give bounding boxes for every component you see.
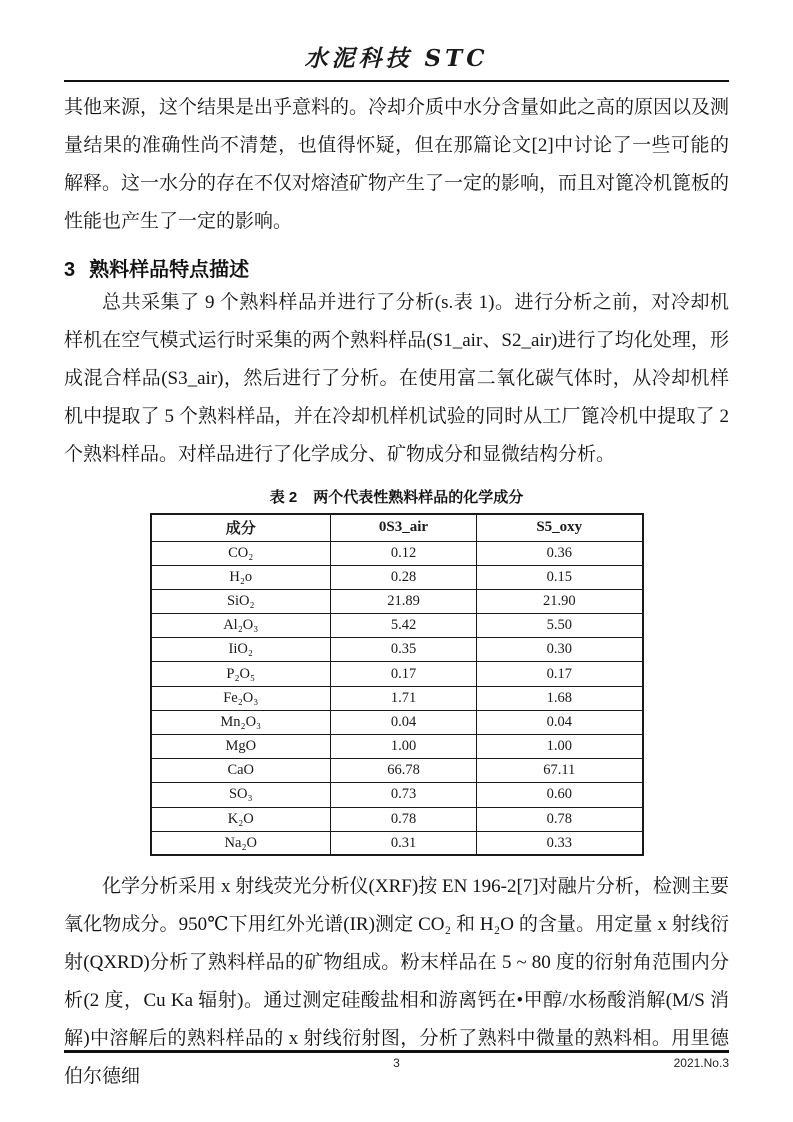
component-cell: Na₂O xyxy=(151,831,331,855)
value-cell: 0.78 xyxy=(477,807,643,831)
value-cell: 0.33 xyxy=(477,831,643,855)
section-heading xyxy=(64,253,729,282)
table-row xyxy=(151,783,643,807)
component-cell: K₂O xyxy=(151,807,331,831)
journal-title: 水泥科技 STC xyxy=(304,45,489,72)
value-cell: 67.11 xyxy=(477,759,643,783)
table-row xyxy=(151,686,643,710)
component-cell: P₂O₅ xyxy=(151,662,331,686)
chemical-composition-table xyxy=(150,513,644,856)
page-footer xyxy=(64,1050,729,1070)
value-cell: 0.15 xyxy=(477,565,643,589)
component-cell: SO₃ xyxy=(151,783,331,807)
page-number: 3 xyxy=(393,1056,400,1070)
table-caption xyxy=(64,486,729,507)
component-cell: Mn₂O₃ xyxy=(151,710,331,734)
table-row xyxy=(151,662,643,686)
value-cell: 5.42 xyxy=(331,614,477,638)
value-cell: 0.04 xyxy=(331,710,477,734)
value-cell: 0.30 xyxy=(477,638,643,662)
table-caption-title: 两个代表性熟料样品的化学成分 xyxy=(313,489,524,506)
section-title: 熟料样品特点描述 xyxy=(89,259,250,281)
value-cell: 0.28 xyxy=(331,565,477,589)
value-cell: 21.89 xyxy=(331,589,477,613)
component-cell: IiO₂ xyxy=(151,638,331,662)
header-component: 成分 xyxy=(151,514,331,541)
value-cell: 66.78 xyxy=(331,759,477,783)
section-number: 3 xyxy=(64,259,76,281)
table-row xyxy=(151,589,643,613)
table-header-row xyxy=(151,514,643,541)
component-cell: H₂o xyxy=(151,565,331,589)
table-row xyxy=(151,759,643,783)
footer-row xyxy=(64,1053,729,1070)
component-cell: Fe₂O₃ xyxy=(151,686,331,710)
value-cell: 0.31 xyxy=(331,831,477,855)
value-cell: 0.73 xyxy=(331,783,477,807)
table-row xyxy=(151,565,643,589)
header-s3-air: 0S3_air xyxy=(331,514,477,541)
paragraph-continuation: 其他来源，这个结果是出乎意料的。冷却介质中水分含量如此之高的原因以及测量结果的准确性尚不清楚，也值得怀疑，但在那篇论文[2]中讨论了一些可能的解释。这一水分的存在不仅对熔渣矿物产生了一定的影响，而且对篦冷机篦板的性能也产生了一定的影响。 xyxy=(64,97,730,232)
table-row xyxy=(151,541,643,565)
value-cell: 21.90 xyxy=(477,589,643,613)
value-cell: 1.00 xyxy=(331,735,477,759)
value-cell: 5.50 xyxy=(477,614,643,638)
table-caption-label: 表 2 xyxy=(269,489,298,506)
table-row xyxy=(151,735,643,759)
issue-label: 2021.No.3 xyxy=(673,1056,729,1070)
value-cell: 0.35 xyxy=(331,638,477,662)
value-cell: 1.00 xyxy=(477,735,643,759)
paragraph-methods: 化学分析采用 x 射线荧光分析仪(XRF)按 EN 196-2[7]对融片分析，检测主要氧化物成分。950℃下用红外光谱(IR)测定 CO₂ 和 H₂O 的含量。用定量 x 射线衍射(QXRD)分析了熟料样品的矿物组成。粉末样品在 5 ~ 80 度的衍射角范围内分析(2 度，Cu Ka 辐射)。通过测定硅酸盐相和游离钙在•甲醇/水杨酸消解(M/S 消解)中溶解后的熟料样品的 x 射线衍射图，分析了熟料中微量的熟料相。用里德伯尔德细 xyxy=(64,876,729,1088)
table-row xyxy=(151,831,643,855)
value-cell: 0.12 xyxy=(331,541,477,565)
value-cell: 1.71 xyxy=(331,686,477,710)
value-cell: 0.60 xyxy=(477,783,643,807)
value-cell: 1.68 xyxy=(477,686,643,710)
value-cell: 0.78 xyxy=(331,807,477,831)
component-cell: CaO xyxy=(151,759,331,783)
component-cell: SiO₂ xyxy=(151,589,331,613)
value-cell: 0.17 xyxy=(477,662,643,686)
table-row xyxy=(151,710,643,734)
component-cell: CO₂ xyxy=(151,541,331,565)
table-row xyxy=(151,638,643,662)
table-row xyxy=(151,614,643,638)
table-row xyxy=(151,807,643,831)
paragraph-sampling: 总共采集了 9 个熟料样品并进行了分析(s.表 1)。进行分析之前，对冷却机样机在空气模式运行时采集的两个熟料样品(S1_air、S2_air)进行了均化处理，形成混合样品(S3_air)，然后进行了分析。在使用富二氧化碳气体时，从冷却机样机中提取了 5 个熟料样品，并在冷却机样机试验的同时从工厂篦冷机中提取了 2 个熟料样品。对样品进行了化学成分、矿物成分和显微结构分析。 xyxy=(64,292,729,465)
value-cell: 0.36 xyxy=(477,541,643,565)
component-cell: MgO xyxy=(151,735,331,759)
header-s5-oxy: S5_oxy xyxy=(477,514,643,541)
component-cell: Al₂O₃ xyxy=(151,614,331,638)
value-cell: 0.17 xyxy=(331,662,477,686)
header-rule xyxy=(64,80,729,82)
value-cell: 0.04 xyxy=(477,710,643,734)
